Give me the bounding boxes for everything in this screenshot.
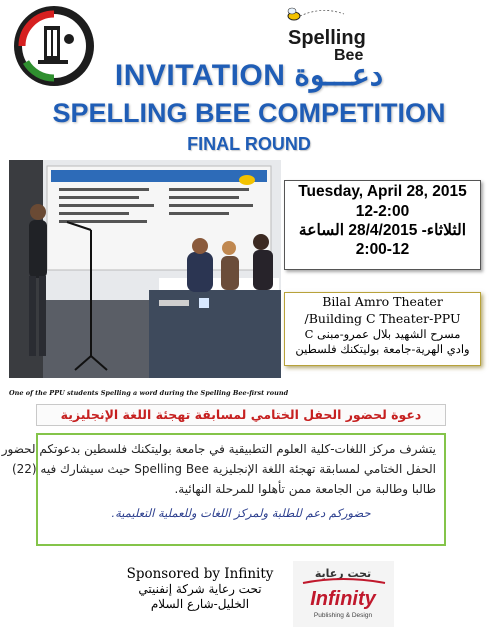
body-line-2: الحفل الختامي لمسابقة تهجئة اللغة الإنجليزية Spelling Bee حيث سيشارك فيه (22) [11,462,436,476]
date-box [284,180,481,270]
infinity-word: Infinity [310,588,376,610]
sponsor-block [120,566,280,612]
infinity-tagline: Publishing & Design [313,612,373,619]
sponsor-arabic-1: تحت رعاية شركة إنفنيتي [138,582,262,596]
venue-arabic-2: وادي الهرية-جامعة بوليتكنك فلسطين [295,342,470,356]
body-line-1: يتشرف مركز اللغات-كلية العلوم التطبيقية في جامعة بوليتكنك فلسطين بدعوتكم لحضور [1,442,436,456]
sponsor-arabic-2: الخليل-شارع السلام [150,597,250,611]
photo-caption: One of the PPU students Spelling a word during the Spelling Bee-first round [9,389,289,397]
arabic-invitation-banner: دعوة لحضور الحفل الختامي لمسابقة تهجئة اللغة الإنجليزية [36,404,446,426]
time-arabic: 2:00-12 [355,241,410,258]
date-english: Tuesday, April 28, 2015 [298,183,467,200]
venue-box [284,292,481,366]
infinity-logo [293,561,394,627]
time-english: 12-2:00 [355,203,410,220]
title-final-round: FINAL ROUND [187,134,311,154]
spelling-bee-logo [282,2,382,62]
title-invitation: INVITATION دعـــوة [114,59,384,92]
sponsor-english: Sponsored by Infinity [126,566,274,582]
title-competition: SPELLING BEE COMPETITION [52,98,446,128]
event-photo [9,160,281,378]
venue-line-1: Bilal Amro Theater [322,294,443,309]
venue-line-2: /Building C Theater-PPU [304,311,461,326]
body-closing: حضوركم دعم للطلبة ولمركز اللغات وللعملية التعليمية. [111,506,371,520]
infinity-top-text: تحت رعاية [314,567,372,580]
spelling-bee-word-2: Bee [334,47,364,62]
body-line-3: طالبا وطالبة من الجامعة ممن تأهلوا للمرحلة النهائية. [174,482,436,496]
venue-arabic-1: مسرح الشهيد بلال عمرو-مبنى C [304,327,461,341]
spelling-bee-word-1: Spelling [288,27,366,49]
date-arabic: الثلاثاء- 28/4/2015 الساعة [298,222,467,239]
arabic-invitation-text [1,433,446,546]
